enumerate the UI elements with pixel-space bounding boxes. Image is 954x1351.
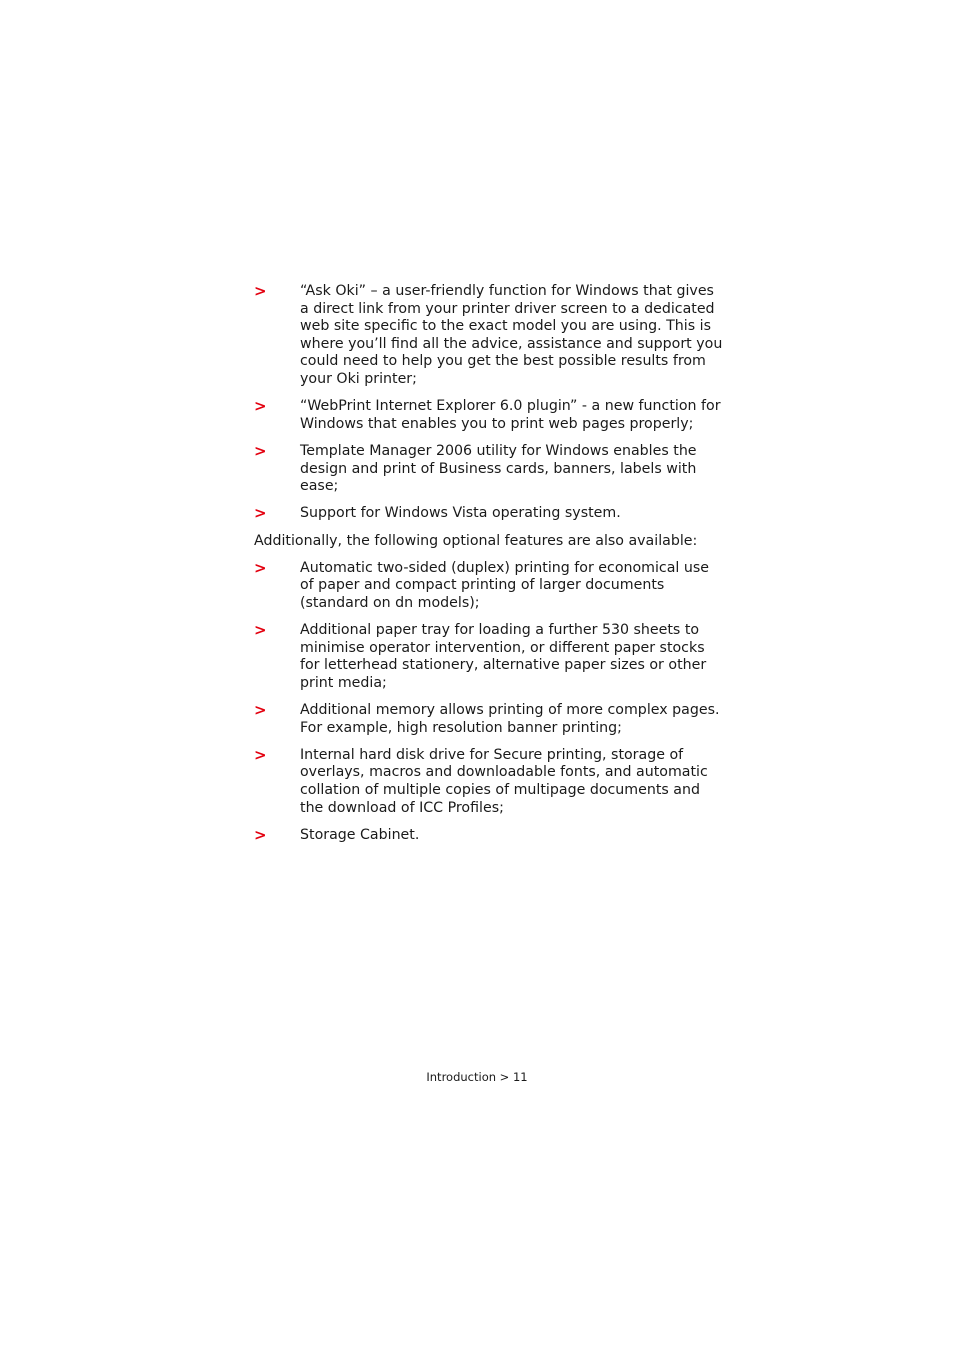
list-item [254,398,724,433]
optional-feature-list [254,560,724,845]
list-item [254,827,724,845]
list-item [254,505,724,523]
list-item-text: Additional memory allows printing of more complex pages. For example, high resolution banner printing; [300,702,720,736]
list-item-text: Internal hard disk drive for Secure printing, storage of overlays, macros and downloadable fonts, and automatic collation of multiple copies of multipage documents and the download of ICC Profiles; [300,746,708,816]
list-item [254,560,724,613]
feature-list [254,283,724,523]
list-item-text: Template Manager 2006 utility for Windows enables the design and print of Business cards, banners, labels with ease; [300,442,697,495]
page-body [254,283,724,854]
bullet-arrow-icon: > [254,282,267,300]
bullet-arrow-icon: > [254,397,267,416]
bullet-arrow-icon: > [254,621,267,640]
page-footer: Introduction > 11 [426,1070,528,1084]
bullet-arrow-icon: > [254,441,267,460]
list-item [254,622,724,692]
list-item-text: Automatic two-sided (duplex) printing for economical use of paper and compact printing of larger documents (standard on dn models); [300,559,709,611]
list-item-text: Support for Windows Vista operating system. [300,505,621,522]
list-item-text: “Ask Oki” – a user-friendly function for Windows that gives a direct link from your printer driver screen to a dedicated web site specific to the exact model you are using. This is where you’ll find all the advice, assistance and support you could need to help you get the best possible results from your Oki printer; [300,283,723,387]
bullet-arrow-icon: > [254,504,267,523]
list-item-text: Additional paper tray for loading a further 530 sheets to minimise operator intervention, or different paper stocks for letterhead stationery, alternative paper sizes or other print media; [300,622,707,691]
optional-features-intro: Additionally, the following optional features are also available: [254,532,698,549]
list-item-text: Storage Cabinet. [300,826,420,843]
bullet-arrow-icon: > [254,558,267,577]
bullet-arrow-icon: > [254,701,267,720]
list-item [254,283,724,389]
list-item [254,702,724,737]
list-item [254,747,724,817]
list-item [254,443,724,496]
bullet-arrow-icon: > [254,745,267,764]
bullet-arrow-icon: > [254,825,267,844]
list-item-text: “WebPrint Internet Explorer 6.0 plugin” - a new function for Windows that enables you to print web pages properly; [300,398,721,432]
